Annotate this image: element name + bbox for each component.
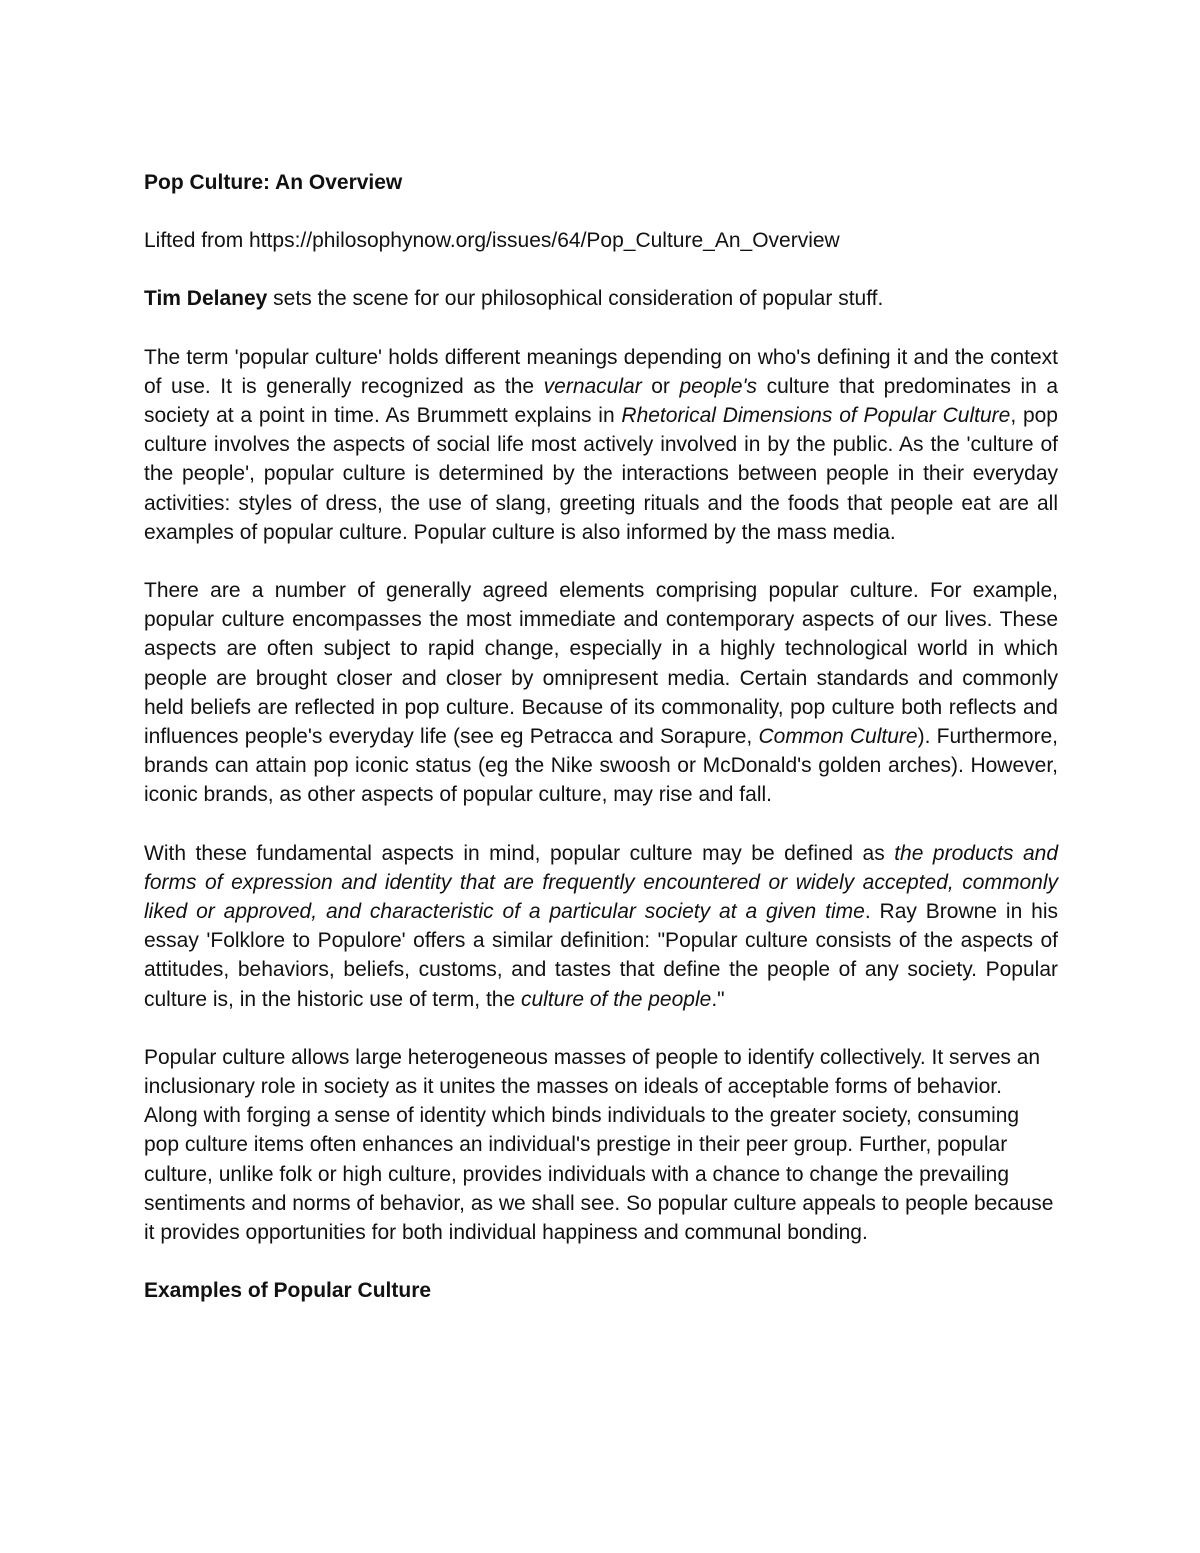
paragraph-text: culture that predominates in a society at a point in time. As Brummett explains in <box>144 374 1059 428</box>
paragraph-3 <box>144 839 1058 1014</box>
byline-author: Tim Delaney <box>144 287 268 311</box>
book-title: Rhetorical Dimensions of Popular Culture <box>621 404 1011 428</box>
document-page <box>144 168 1058 1306</box>
paragraph-text: Popular culture allows large heterogeneous masses of people to identify collectively. It serves an inclusionary role in society as it unites the masses on ideals of acceptable forms of behavior. Along with forging a sense of identity which binds individuals to the greater society, consuming pop culture items often enhances an individual's prestige in their peer group. Further, popular culture, unlike folk or high culture, provides individuals with a chance to change the prevailing sentiments and norms of behavior, as we shall see. So popular culture appeals to people because it provides opportunities for both individual happiness and communal bonding. <box>144 1045 1054 1245</box>
source-line: Lifted from https://philosophynow.org/issues/64/Pop_Culture_An_Overview <box>144 229 840 253</box>
paragraph-4 <box>144 1043 1058 1247</box>
section-heading: Examples of Popular Culture <box>144 1279 432 1303</box>
paragraph-1 <box>144 343 1058 547</box>
paragraph-emphasis: people's <box>679 374 758 398</box>
document-title: Pop Culture: An Overview <box>144 171 403 194</box>
definition-emphasis: the products and forms of expression and identity that are frequently encountered or widely accepted, commonly liked or approved, and characteristic of a particular society at a given time <box>144 841 1058 924</box>
paragraph-2 <box>144 576 1058 810</box>
paragraph-text: With these fundamental aspects in mind, popular culture may be defined as <box>144 841 895 865</box>
paragraph-emphasis: culture of the people <box>521 987 712 1011</box>
paragraph-text: . Ray Browne in his essay 'Folklore to Populore' offers a similar definition: "Popular culture consists of the aspects of attitudes, behaviors, beliefs, customs, and tastes that define the people of any society. Popular culture is, in the historic use of term, the <box>144 900 1058 1011</box>
byline <box>144 284 1058 313</box>
paragraph-text: The term 'popular culture' holds different meanings depending on who's defining it and the context of use. It is generally recognized as the <box>144 345 1058 398</box>
paragraph-text: There are a number of generally agreed elements comprising popular culture. For example, popular culture encompasses the most immediate and contemporary aspects of our lives. These aspects are often subject to rapid change, especially in a highly technological world in which people are brought closer and closer by omnipresent media. Certain standards and commonly held beliefs are reflected in pop culture. Because of its commonality, pop culture both reflects and influences people's everyday life (see eg Petracca and Sorapure, <box>144 579 1058 749</box>
paragraph-text: ). Furthermore, brands can attain pop iconic status (eg the Nike swoosh or McDonald's golden arches). However, iconic brands, as other aspects of popular culture, may rise and fall. <box>144 725 1058 807</box>
paragraph-emphasis: vernacular <box>543 374 642 398</box>
paragraph-text: ." <box>711 987 725 1011</box>
paragraph-text: or <box>641 374 680 398</box>
paragraph-text: , pop culture involves the aspects of social life most actively involved in by the public. As the 'culture of the people', popular culture is determined by the interactions between people in their everyday activities: styles of dress, the use of slang, greeting rituals and the foods that people eat are all examples of popular culture. Popular culture is also informed by the mass media. <box>144 404 1058 544</box>
byline-text: sets the scene for our philosophical consideration of popular stuff. <box>267 287 884 311</box>
book-title: Common Culture <box>758 725 918 749</box>
